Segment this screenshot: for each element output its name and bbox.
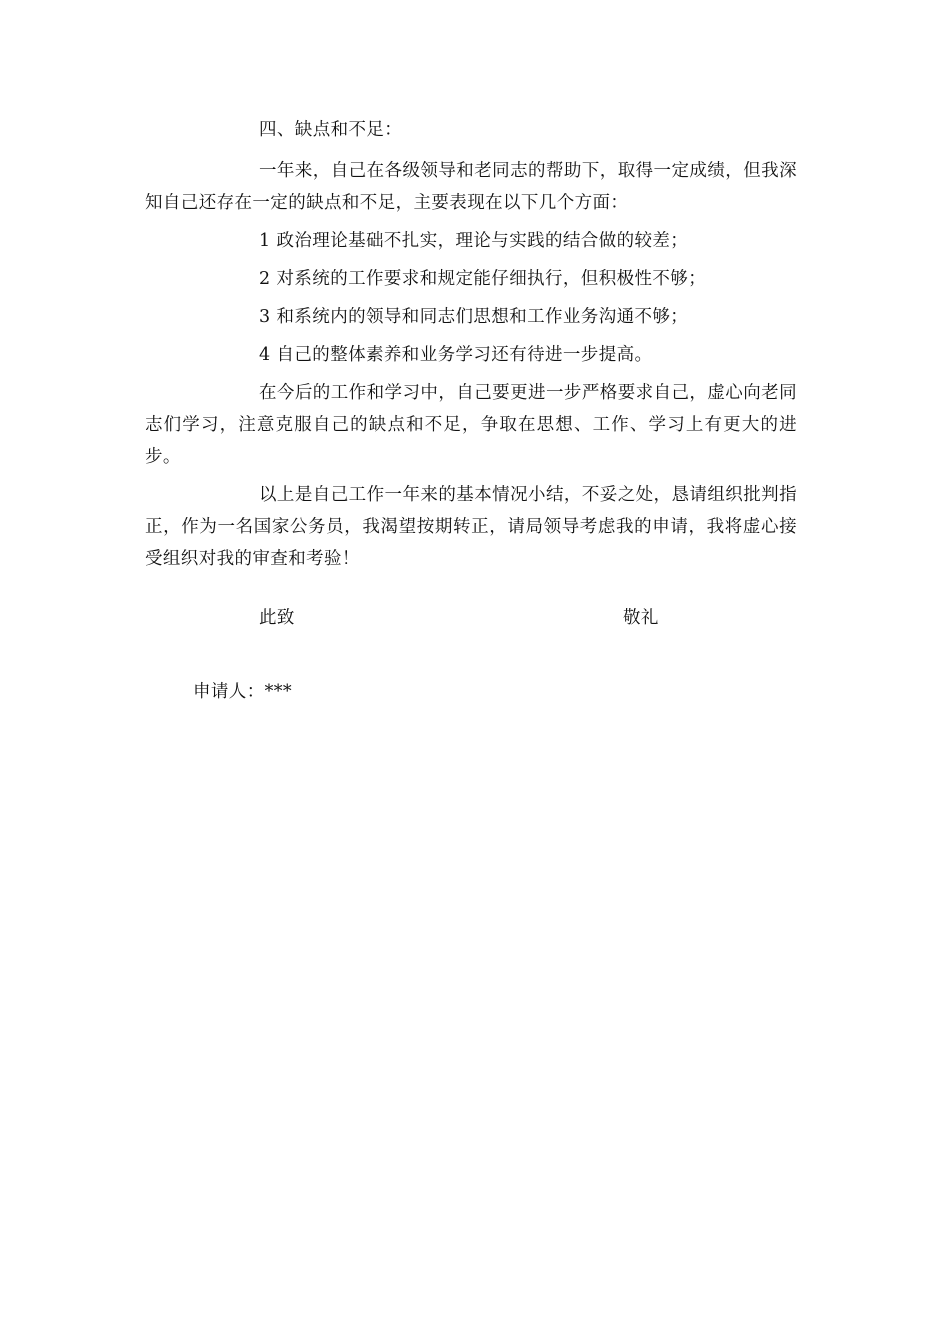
shortcoming-item-3: 3 和系统内的领导和同志们思想和工作业务沟通不够； xyxy=(259,307,689,327)
closing-jingli: 敬礼 xyxy=(623,608,659,628)
intro-paragraph: 一年来，自己在各级领导和老同志的帮助下，取得一定成绩，但我深知自己还存在一定的缺点和不足，主要表现在以下几个方面： xyxy=(145,161,797,213)
shortcoming-item-4: 4 自己的整体素养和业务学习还有待进一步提高。 xyxy=(259,345,653,365)
document-body xyxy=(145,114,797,581)
section-heading: 四、缺点和不足： xyxy=(259,120,403,140)
summary-paragraph: 以上是自己工作一年来的基本情况小结，不妥之处，恳请组织批判指正，作为一名国家公务员，我渴望按期转正，请局领导考虑我的申请，我将虚心接受组织对我的审查和考验！ xyxy=(145,485,797,569)
shortcoming-item-2: 2 对系统的工作要求和规定能仔细执行，但积极性不够； xyxy=(259,269,707,289)
closing-cizhi: 此致 xyxy=(259,608,295,628)
future-plan-paragraph: 在今后的工作和学习中，自己要更进一步严格要求自己，虚心向老同志们学习，注意克服自己的缺点和不足，争取在思想、工作、学习上有更大的进步。 xyxy=(145,383,797,467)
shortcoming-item-1: 1 政治理论基础不扎实，理论与实践的结合做的较差； xyxy=(259,231,689,251)
applicant-signature: 申请人：*** xyxy=(193,682,293,702)
closing-salutation xyxy=(259,602,699,634)
